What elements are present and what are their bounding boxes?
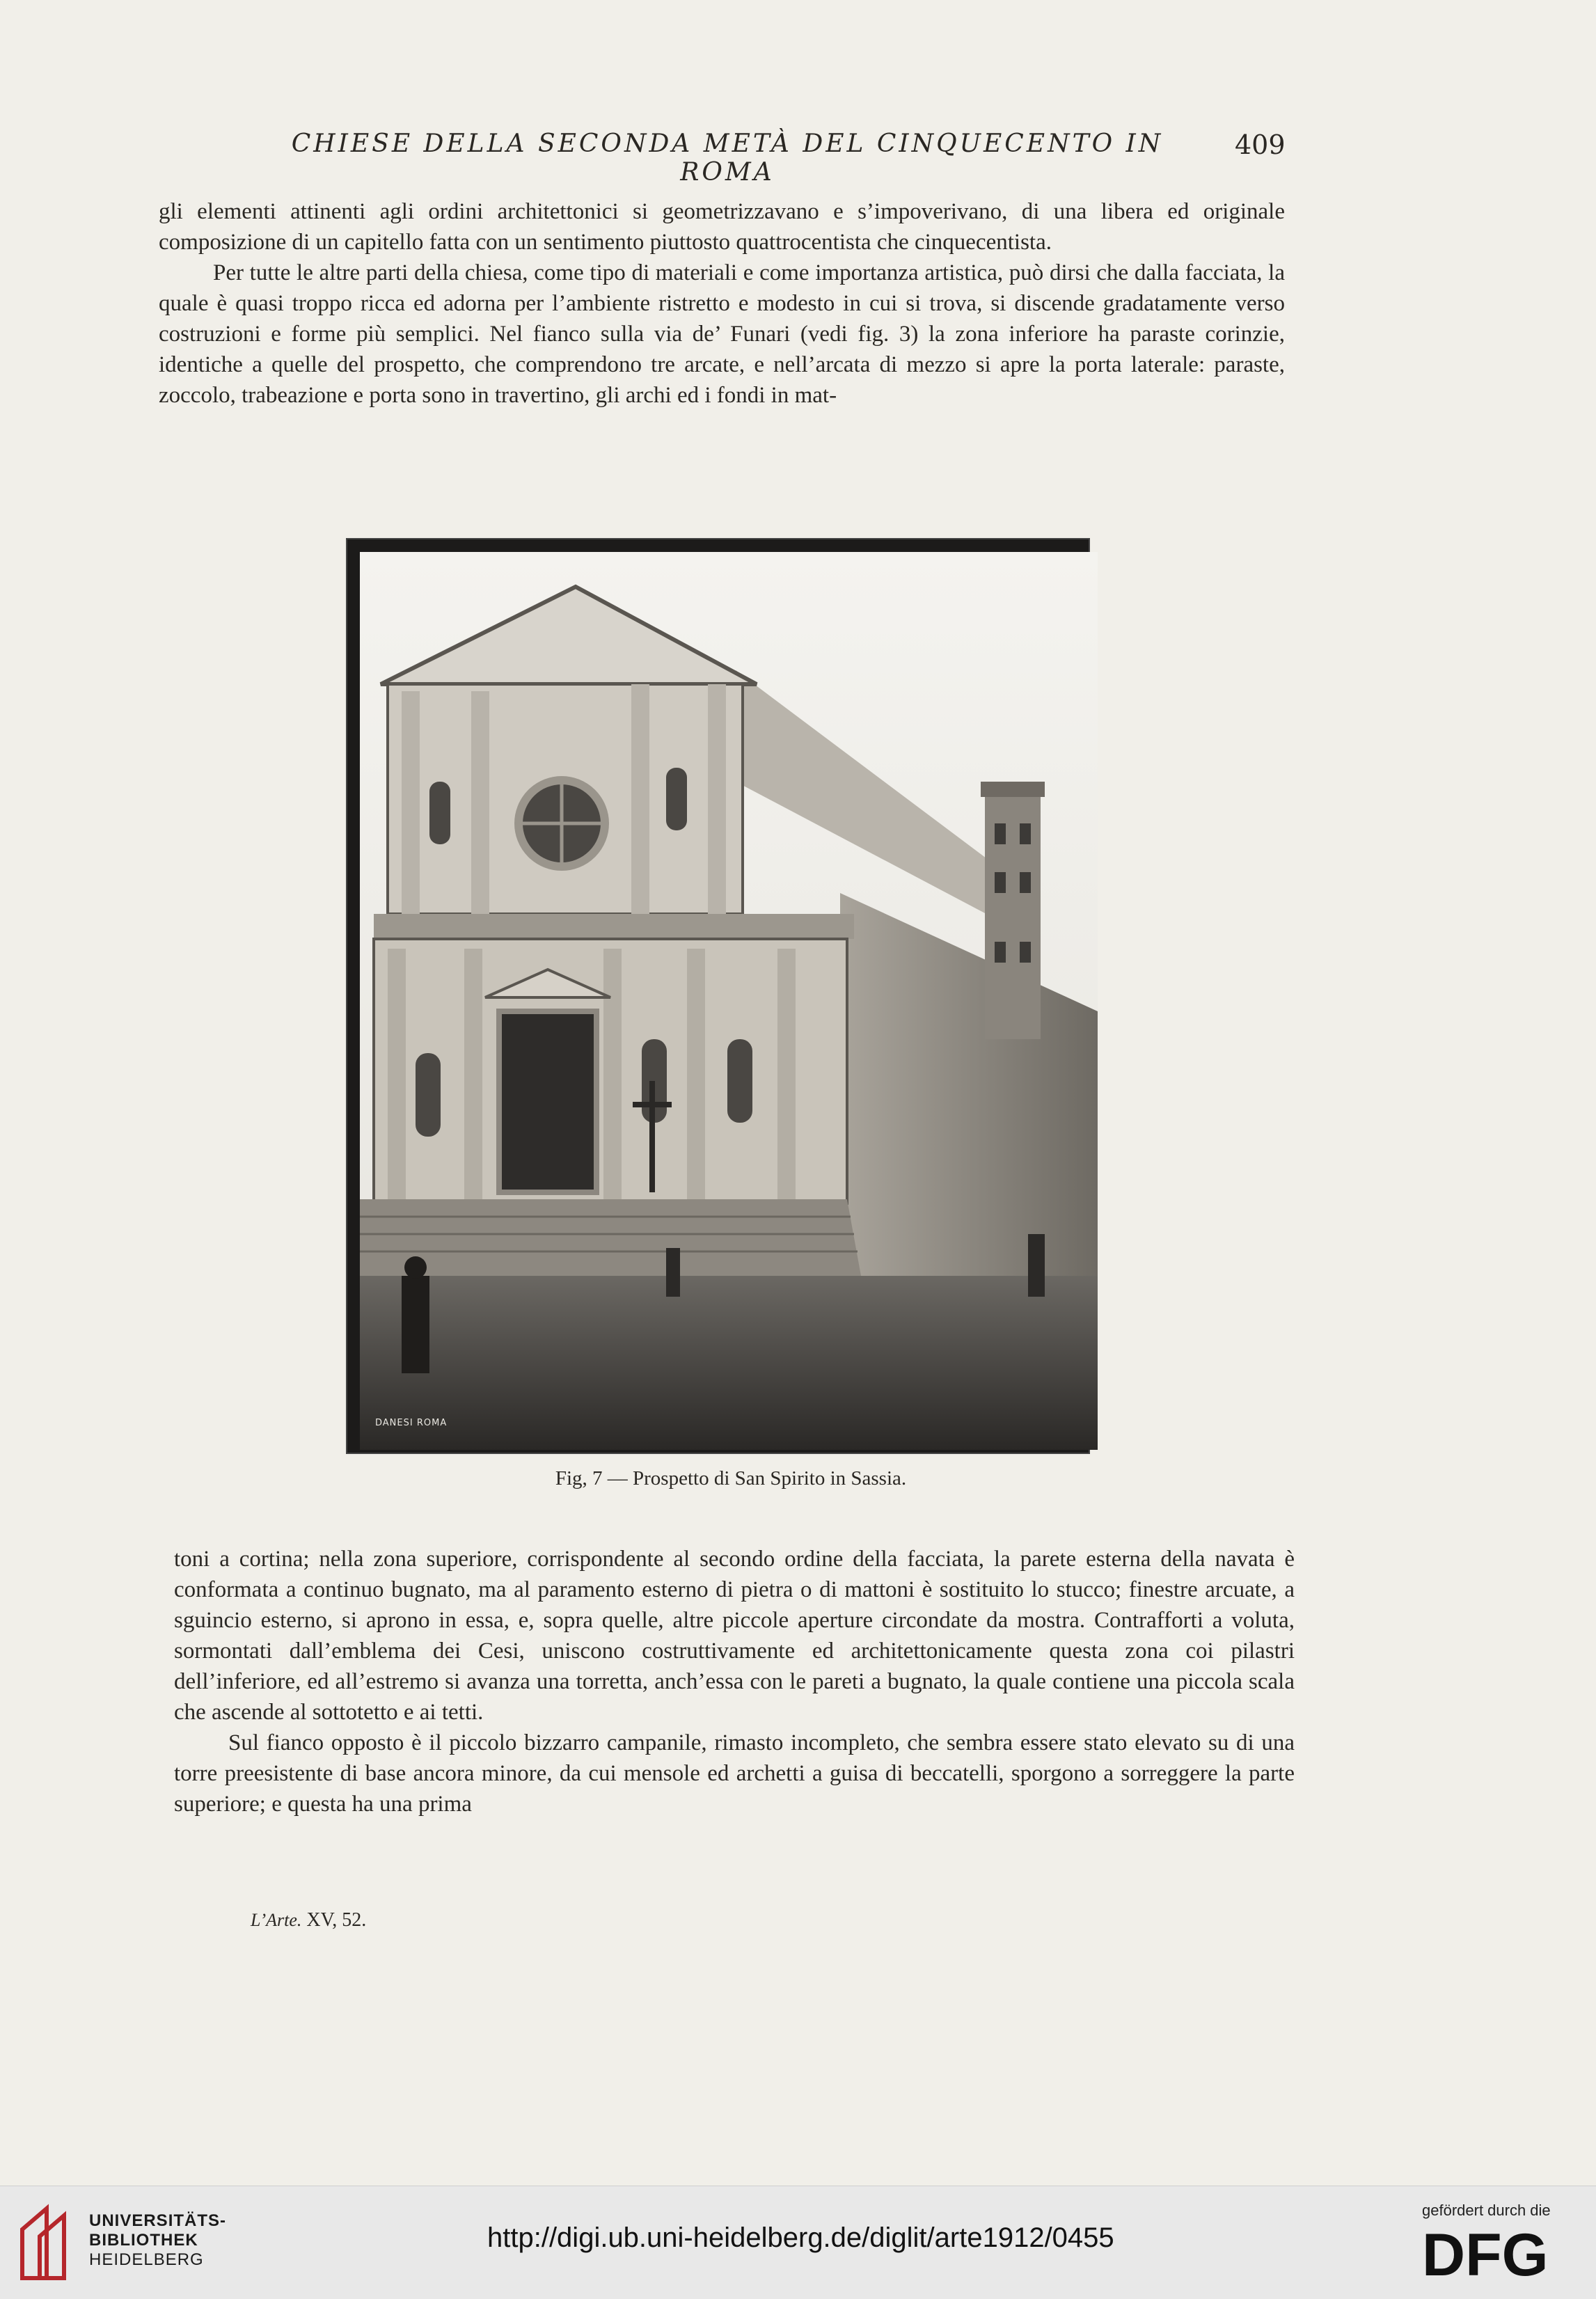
- volume-number: XV, 52.: [306, 1909, 367, 1931]
- figure-photo-frame: [346, 538, 1090, 1454]
- dfg-logo-icon: [1422, 2227, 1575, 2282]
- paragraph: toni a cortina; nella zona superiore, corrispondente al secondo ordine della facciata, la parete esterna della navata è conformata a continuo bugnato, ma al paramento esterno di pietra o di mattoni è sostituito lo stucco; finestre arcuate, a sguincio esterno, si aprono in essa, e, sopra quelle, altre piccole aperture circondate da mostra. Contrafforti a voluta, sormontati dall’emblema dei Cesi, uniscono costruttivamente ed architettonicamente questa zona coi pilastri dell’inferiore, ed all’estremo si avanza una torretta, anch’essa con le pareti a bugnato, la quale contiene una piccola scala che ascende al sottotetto e ai tetti.: [174, 1547, 1295, 1725]
- page-number: 409: [1235, 129, 1286, 160]
- body-text-top: [159, 196, 1285, 411]
- paragraph: Sul fianco opposto è il piccolo bizzarro campanile, rimasto incompleto, che sembra essere stato elevato su di una torre preesistente di base ancora minore, da cui mensole ed archetti a guisa di beccatelli, sporgono a sorreggere la parte superiore; e questa ha una prima: [174, 1730, 1295, 1817]
- footer-bar: [0, 2186, 1596, 2299]
- figure-caption: Fig, 7 — Prospetto di San Spirito in Sassia.: [555, 1467, 907, 1490]
- paragraph: gli elementi attinenti agli ordini architettonici si geometrizzavano e s’impoverivano, di una libera ed originale composizione di un capitello fatta con un sentimento piuttosto quattrocentista che cinquecentista.: [159, 199, 1285, 255]
- university-library-logo-icon: [15, 2202, 78, 2285]
- body-text-bottom: [174, 1544, 1295, 1819]
- funding-note: gefördert durch die: [1422, 2202, 1551, 2219]
- church-photograph: [360, 552, 1098, 1450]
- library-name: UNIVERSITÄTS- BIBLIOTHEK HEIDELBERG: [89, 2211, 227, 2269]
- permalink-url[interactable]: http://digi.ub.uni-heidelberg.de/diglit/arte1912/0455: [487, 2222, 1114, 2253]
- signature-mark: [251, 1909, 366, 1931]
- paragraph: Per tutte le altre parti della chiesa, come tipo di materiali e come importanza artistica, può dirsi che dalla facciata, la quale è quasi troppo ricca ed adorna per l’ambiente ristretto e modesto in cui si trova, si discende gradatamente verso costruzioni e forme più semplici. Nel fianco sulla via de’ Funari (vedi fig. 3) la zona inferiore ha paraste corinzie, identiche a quelle del prospetto, che comprendono tre arcate, e nell’arcata di mezzo si apre la porta laterale: paraste, zoccolo, trabeazione e porta sono in travertino, gli archi ed i fondi in mat-: [159, 260, 1285, 408]
- journal-name: L’Arte.: [251, 1910, 302, 1930]
- running-head: CHIESE DELLA SECONDA METÀ DEL CINQUECENTO IN ROMA: [291, 129, 1164, 187]
- svg-text:DFG: DFG: [1422, 2227, 1549, 2282]
- photo-credit: DANESI ROMA: [375, 1418, 448, 1428]
